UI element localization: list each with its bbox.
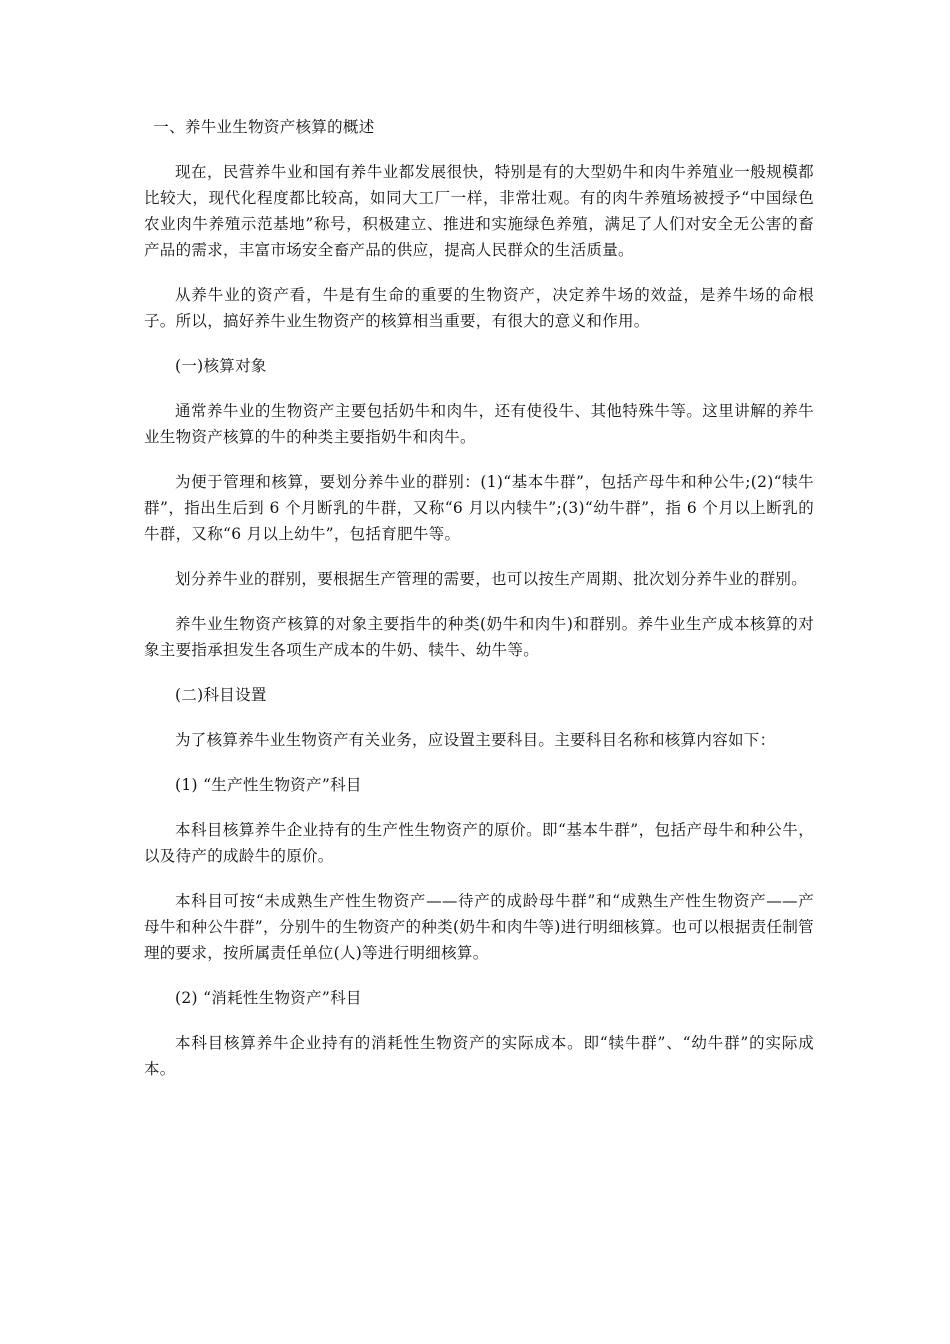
paragraph: 本科目核算养牛企业持有的生产性生物资产的原价。即“基本牛群”，包括产母牛和种公牛，以及待产的成龄牛的原价。 (144, 821, 814, 865)
paragraph: 从养牛业的资产看，牛是有生命的重要的生物资产，决定养牛场的效益，是养牛场的命根子。所以，搞好养牛业生物资产的核算相当重要，有很大的意义和作用。 (144, 286, 814, 330)
section-title: 一、养牛业生物资产核算的概述 (153, 118, 375, 136)
subsection-title: (一)核算对象 (175, 357, 267, 375)
paragraph: 通常养牛业的生物资产主要包括奶牛和肉牛，还有使役牛、其他特殊牛等。这里讲解的养牛业生物资产核算的牛的种类主要指奶牛和肉牛。 (144, 402, 814, 446)
item-title: (2) “消耗性生物资产”科目 (175, 989, 362, 1007)
document-body (144, 114, 814, 1101)
paragraph: 为了核算养牛业生物资产有关业务，应设置主要科目。主要科目名称和核算内容如下： (175, 731, 776, 749)
paragraph: 本科目核算养牛企业持有的消耗性生物资产的实际成本。即“犊牛群”、“幼牛群”的实际成本。 (144, 1034, 814, 1078)
paragraph: 养牛业生物资产核算的对象主要指牛的种类(奶牛和肉牛)和群别。养牛业生产成本核算的对象主要指承担发生各项生产成本的牛奶、犊牛、幼牛等。 (144, 615, 814, 659)
paragraph: 本科目可按“未成熟生产性生物资产——待产的成龄母牛群”和“成熟生产性生物资产——产母牛和种公牛群”，分别牛的生物资产的种类(奶牛和肉牛等)进行明细核算。也可以根据责任制管理的要求，按所属责任单位(人)等进行明细核算。 (144, 892, 814, 962)
item-title: (1) “生产性生物资产”科目 (175, 776, 362, 794)
paragraph: 为便于管理和核算，要划分养牛业的群别：(1)“基本牛群”，包括产母牛和种公牛;(2)“犊牛群”，指出生后到 6 个月断乳的牛群，又称“6 月以内犊牛”;(3)“幼牛群”，指 6 个月以上断乳的牛群，又称“6 月以上幼牛”，包括育肥牛等。 (144, 473, 814, 543)
paragraph: 现在，民营养牛业和国有养牛业都发展很快，特别是有的大型奶牛和肉牛养殖业一般规模都比较大，现代化程度都比较高，如同大工厂一样，非常壮观。有的肉牛养殖场被授予“中国绿色农业肉牛养殖示范基地”称号，积极建立、推进和实施绿色养殖，满足了人们对安全无公害的畜产品的需求，丰富市场安全畜产品的供应，提高人民群众的生活质量。 (144, 163, 814, 259)
subsection-title: (二)科目设置 (175, 686, 267, 704)
paragraph: 划分养牛业的群别，要根据生产管理的需要，也可以按生产周期、批次划分养牛业的群别。 (175, 570, 808, 588)
